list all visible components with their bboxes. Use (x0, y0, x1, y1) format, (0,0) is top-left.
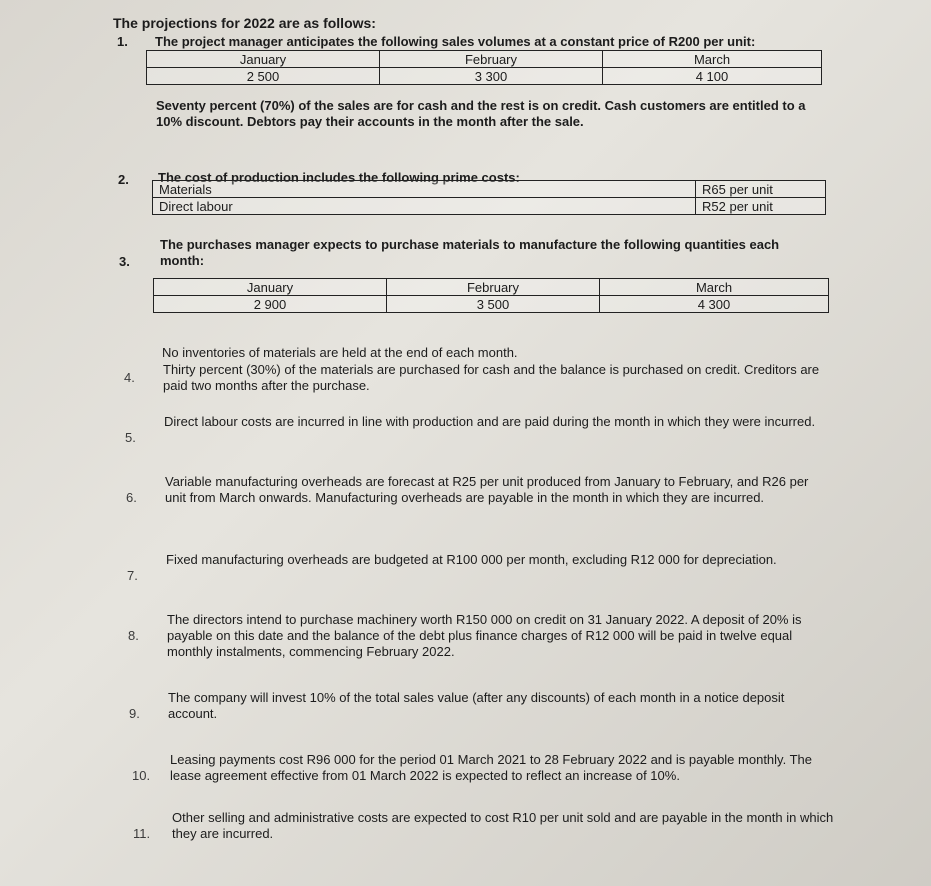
item-7-number: 7. (127, 568, 138, 583)
item-2-intro: The cost of production includes the following prime costs: (158, 170, 520, 185)
item-6-text: Variable manufacturing overheads are forecast at R25 per unit produced from January to February, and R26 per unit from March onwards. Manufacturing overheads are payable in the month in which they are incurred. (165, 474, 809, 505)
prime-cost-value-labour: R52 per unit (696, 198, 826, 215)
item-9-number: 9. (129, 706, 140, 721)
item-8-text: The directors intend to purchase machinery worth R150 000 on credit on 31 January 2022. A deposit of 20% is payable on this date and the balance of the debt plus finance charges of R12 000 will be paid in twelve equal monthly instalments, commencing February 2022. (167, 612, 802, 659)
item-1-intro: The project manager anticipates the following sales volumes at a constant price of R200 per unit: (155, 34, 756, 49)
item-7-text: Fixed manufacturing overheads are budgeted at R100 000 per month, excluding R12 000 for depreciation. (166, 552, 777, 567)
purchase-value-mar: 4 300 (600, 296, 829, 313)
item-11-text: Other selling and administrative costs are expected to cost R10 per unit sold and are payable in the month in which they are incurred. (172, 810, 834, 841)
sales-month-mar: March (603, 51, 822, 68)
item-3-note: No inventories of materials are held at the end of each month. (162, 345, 518, 360)
item-4-text: Thirty percent (30%) of the materials are purchased for cash and the balance is purchased on credit. Creditors are paid two months after the purchase. (163, 362, 820, 393)
sales-value-jan: 2 500 (147, 68, 380, 85)
sales-value-mar: 4 100 (603, 68, 822, 85)
sales-value-feb: 3 300 (380, 68, 603, 85)
item-5-number: 5. (125, 430, 136, 445)
item-1-note: Seventy percent (70%) of the sales are for cash and the rest is on credit. Cash customers are entitled to a 10% discount. Debtors pay their accounts in the month after the sale. (156, 98, 806, 129)
prime-cost-label-materials: Materials (153, 181, 696, 198)
sales-month-feb: February (380, 51, 603, 68)
item-10-number: 10. (132, 768, 151, 783)
sales-volume-table (146, 50, 822, 85)
item-6-number: 6. (126, 490, 137, 505)
item-8-number: 8. (128, 628, 139, 643)
purchase-month-feb: February (387, 279, 600, 296)
item-1-number: 1. (117, 34, 128, 49)
item-3-number: 3. (119, 254, 130, 269)
prime-cost-label-labour: Direct labour (153, 198, 696, 215)
purchase-month-jan: January (154, 279, 387, 296)
item-10-text: Leasing payments cost R96 000 for the period 01 March 2021 to 28 February 2022 and is payable monthly. The lease agreement effective from 01 March 2022 is expected to reflect an increase of 10%. (170, 752, 812, 783)
item-11-number: 11. (133, 826, 151, 841)
item-2-number: 2. (118, 172, 129, 187)
purchase-month-mar: March (600, 279, 829, 296)
item-9-text: The company will invest 10% of the total sales value (after any discounts) of each month in a notice deposit account. (168, 690, 785, 721)
item-5-text: Direct labour costs are incurred in line with production and are paid during the month in which they were incurred. (164, 414, 816, 429)
page-heading: The projections for 2022 are as follows: (113, 15, 376, 31)
prime-cost-value-materials: R65 per unit (696, 181, 826, 198)
item-3-intro: The purchases manager expects to purchase materials to manufacture the following quantities each month: (160, 237, 780, 268)
purchase-value-jan: 2 900 (154, 296, 387, 313)
item-4-number: 4. (124, 370, 135, 385)
prime-costs-table (152, 172, 826, 215)
purchases-table (153, 272, 829, 313)
purchase-value-feb: 3 500 (387, 296, 600, 313)
sales-month-jan: January (147, 51, 380, 68)
